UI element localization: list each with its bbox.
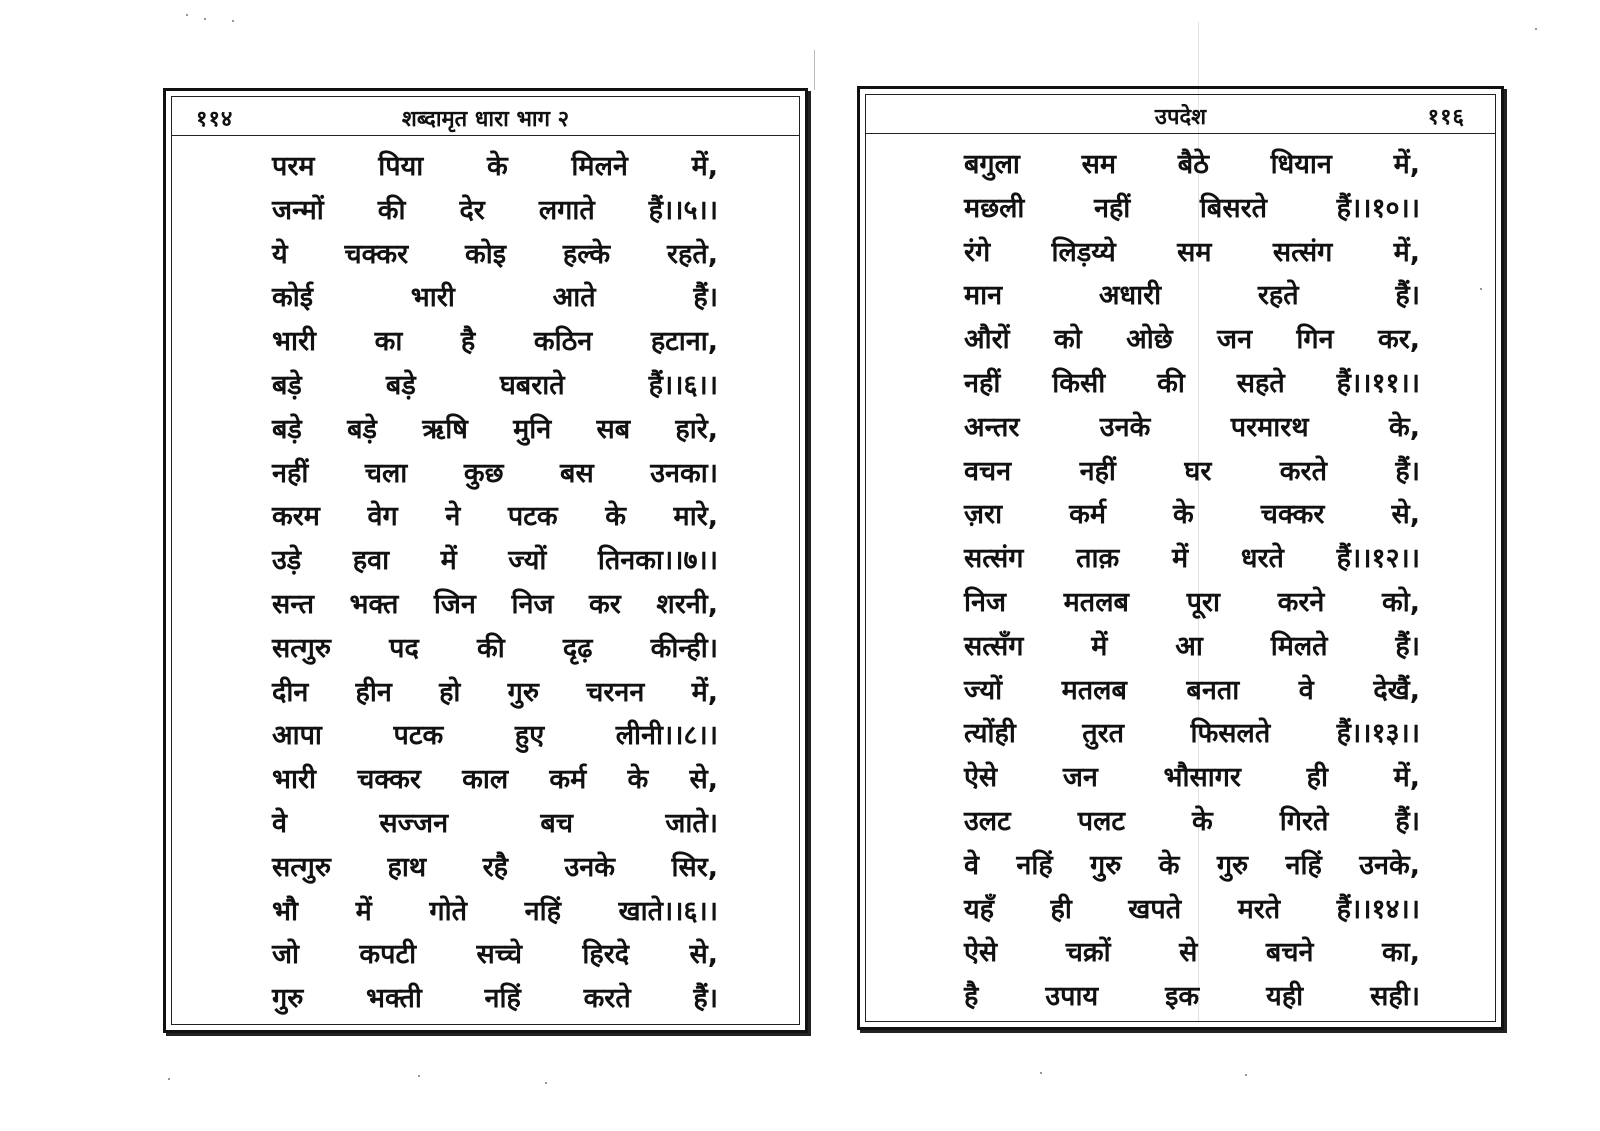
right-running-title: उपदेश bbox=[1154, 105, 1207, 130]
right-page-number: ११६ bbox=[1427, 105, 1465, 130]
scan-artifact-line bbox=[814, 50, 815, 90]
verse-line: नहीं किसी की सहते हैं।।११।। bbox=[964, 367, 1420, 399]
verse-line: भारी का है कठिन हटाना, bbox=[272, 326, 718, 358]
verse-line: दीन हीन हो गुरु चरनन में, bbox=[272, 676, 718, 708]
scan-speck bbox=[545, 1082, 547, 1084]
left-page-header bbox=[172, 97, 799, 136]
left-page-number: ११४ bbox=[196, 107, 234, 132]
verse-line: निज मतलब पूरा करने को, bbox=[964, 586, 1420, 618]
verse-line: सत्संग ताक़ में धरते हैं।।१२।। bbox=[964, 543, 1420, 575]
left-running-title: शब्दामृत धारा भाग २ bbox=[401, 107, 570, 132]
verse-line: उलट पलट के गिरते हैं। bbox=[964, 805, 1420, 837]
verse-line: आपा पटक हुए लीनी।।८।। bbox=[272, 720, 718, 752]
verse-line: परम पिया के मिलने में, bbox=[272, 151, 718, 182]
verse-line: उड़े हवा में ज्यों तिनका।।७।। bbox=[272, 545, 718, 577]
right-page-inner-frame bbox=[865, 94, 1496, 1022]
verse-line: ये चक्कर कोइ हल्के रहते, bbox=[272, 238, 718, 270]
verse-line: अन्तर उनके परमारथ के, bbox=[964, 411, 1420, 443]
right-verse-list bbox=[964, 143, 1420, 1019]
scan-speck bbox=[418, 1075, 420, 1077]
verse-line: सन्त भक्त जिन निज कर शरनी, bbox=[272, 588, 718, 620]
scan-speck bbox=[168, 1078, 170, 1080]
verse-line: नहीं चला कुछ बस उनका। bbox=[272, 457, 718, 489]
verse-line: कोई भारी आते हैं। bbox=[272, 282, 718, 314]
right-page bbox=[857, 86, 1504, 1030]
verse-line: है उपाय इक यही सही। bbox=[964, 981, 1420, 1013]
scan-speck bbox=[1040, 1072, 1042, 1074]
verse-line: जन्मों की देर लगाते हैं।।५।। bbox=[272, 194, 718, 226]
verse-line: सत्सँग में आ मिलते हैं। bbox=[964, 630, 1420, 662]
verse-line: मछली नहीं बिसरते हैं।।१०।। bbox=[964, 192, 1420, 224]
verse-line: ज्यों मतलब बनता वे देखैं, bbox=[964, 674, 1420, 706]
verse-line: ज़रा कर्म के चक्कर से, bbox=[964, 499, 1420, 531]
verse-line: भारी चक्कर काल कर्म के से, bbox=[272, 764, 718, 796]
right-page-header bbox=[866, 95, 1495, 134]
verse-line: वे सज्जन बच जाते। bbox=[272, 807, 718, 839]
left-verse-list bbox=[272, 145, 718, 1021]
scan-speck bbox=[1245, 1074, 1247, 1076]
verse-line: यहँ ही खपते मरते हैं।।१४।। bbox=[964, 893, 1420, 925]
left-page bbox=[163, 88, 808, 1033]
verse-line: रंगे लिड़य्ये सम सत्संग में, bbox=[964, 236, 1420, 268]
verse-line: मान अधारी रहते हैं। bbox=[964, 280, 1420, 312]
scan-speck bbox=[1535, 28, 1537, 30]
verse-line: सत्गुरु हाथ रहै उनके सिर, bbox=[272, 851, 718, 883]
verse-line: बगुला सम बैठे धियान में, bbox=[964, 149, 1420, 180]
verse-line: भौ में गोते नहिं खाते।।६।। bbox=[272, 895, 718, 927]
verse-line: बड़े बड़े ऋषि मुनि सब हारे, bbox=[272, 413, 718, 445]
verse-line: जो कपटी सच्चे हिरदे से, bbox=[272, 939, 718, 971]
verse-line: औरों को ओछे जन गिन कर, bbox=[964, 324, 1420, 356]
scan-speck bbox=[232, 20, 234, 22]
scan-speck bbox=[186, 14, 188, 16]
verse-line: करम वेग ने पटक के मारे, bbox=[272, 501, 718, 533]
verse-line: बड़े बड़े घबराते हैं।।६।। bbox=[272, 369, 718, 401]
scan-speck bbox=[204, 18, 206, 20]
verse-line: सत्गुरु पद की दृढ़ कीन्ही। bbox=[272, 632, 718, 664]
verse-line: त्योंही तुरत फिसलते हैं।।१३।। bbox=[964, 718, 1420, 750]
verse-line: ऐसे जन भौसागर ही में, bbox=[964, 762, 1420, 794]
verse-line: वे नहिं गुरु के गुरु नहिं उनके, bbox=[964, 849, 1420, 881]
verse-line: वचन नहीं घर करते हैं। bbox=[964, 455, 1420, 487]
left-page-inner-frame bbox=[171, 96, 800, 1025]
verse-line: ऐसे चक्रों से बचने का, bbox=[964, 937, 1420, 969]
verse-line: गुरु भक्ती नहिं करते हैं। bbox=[272, 983, 718, 1015]
